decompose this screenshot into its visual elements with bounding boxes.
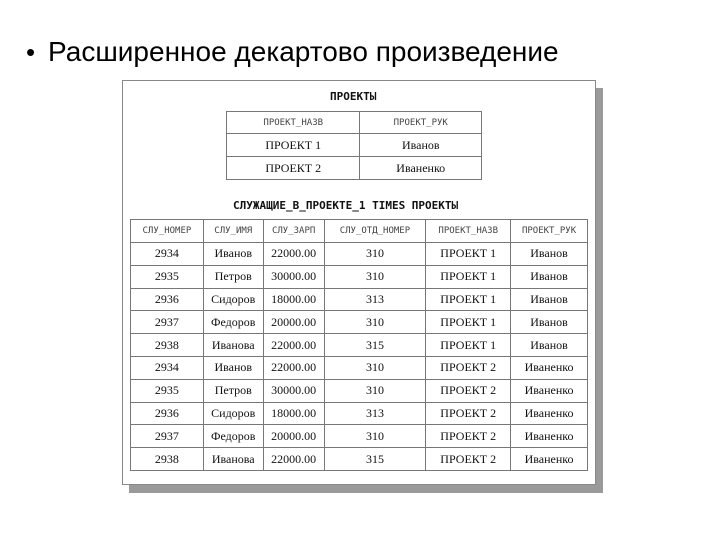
column-header: ПРОЕКТ_НАЗВ	[426, 220, 511, 243]
table-cell: 2934	[131, 243, 204, 266]
slide-title: Расширенное декартово произведение	[48, 36, 559, 67]
table-cell: 310	[324, 311, 426, 334]
column-header: СЛУ_НОМЕР	[131, 220, 204, 243]
column-header: ПРОЕКТ_РУК	[360, 112, 482, 134]
table-cell: ПРОЕКТ 1	[227, 134, 360, 157]
table-cell: 2936	[131, 288, 204, 311]
table-cell: Иваненко	[511, 356, 588, 379]
column-header: ПРОЕКТ_РУК	[511, 220, 588, 243]
table-row	[131, 425, 588, 448]
table-cell: 2936	[131, 402, 204, 425]
table-cell: Петров	[203, 379, 263, 402]
table-cell: ПРОЕКТ 1	[426, 334, 511, 357]
table-cell: Сидоров	[203, 402, 263, 425]
table-cell: Иваненко	[511, 425, 588, 448]
table-cell: Петров	[203, 265, 263, 288]
table-cell: 22000.00	[263, 334, 324, 357]
table-cell: 30000.00	[263, 379, 324, 402]
table-header-row	[131, 220, 588, 243]
table-cell: ПРОЕКТ 2	[426, 402, 511, 425]
table-cell: 2937	[131, 425, 204, 448]
table-row	[131, 311, 588, 334]
table-cell: 313	[324, 288, 426, 311]
table-row	[227, 157, 482, 180]
table-cell: ПРОЕКТ 1	[426, 311, 511, 334]
table-cell: ПРОЕКТ 1	[426, 265, 511, 288]
table-row	[227, 134, 482, 157]
table-cell: Иваненко	[511, 448, 588, 471]
table-cell: Иваненко	[511, 402, 588, 425]
table-header-row	[227, 112, 482, 134]
table-cell: Иванова	[203, 334, 263, 357]
table-row	[131, 243, 588, 266]
projects-caption: ПРОЕКТЫ	[330, 90, 377, 103]
table-cell: 310	[324, 265, 426, 288]
table-cell: ПРОЕКТ 2	[426, 425, 511, 448]
table-cell: Иванов	[360, 134, 482, 157]
table-cell: 315	[324, 448, 426, 471]
table-cell: Иванов	[511, 243, 588, 266]
table-cell: Иванов	[203, 243, 263, 266]
column-header: СЛУ_ОТД_НОМЕР	[324, 220, 426, 243]
table-cell: 310	[324, 425, 426, 448]
table-cell: Иванов	[511, 265, 588, 288]
table-cell: ПРОЕКТ 2	[426, 356, 511, 379]
table-cell: 2937	[131, 311, 204, 334]
table-cell: Иванова	[203, 448, 263, 471]
projects-table	[226, 111, 482, 180]
table-cell: 313	[324, 402, 426, 425]
table-cell: 2935	[131, 379, 204, 402]
slide-title-row	[26, 36, 559, 68]
table-cell: 20000.00	[263, 311, 324, 334]
table-cell: 30000.00	[263, 265, 324, 288]
table-cell: ПРОЕКТ 2	[426, 448, 511, 471]
table-cell: 22000.00	[263, 243, 324, 266]
table-row	[131, 334, 588, 357]
table-cell: 18000.00	[263, 288, 324, 311]
table-row	[131, 265, 588, 288]
table-cell: Иванов	[511, 288, 588, 311]
table-cell: ПРОЕКТ 2	[426, 379, 511, 402]
column-header: СЛУ_ЗАРП	[263, 220, 324, 243]
table-row	[131, 356, 588, 379]
table-cell: ПРОЕКТ 1	[426, 243, 511, 266]
table-cell: Сидоров	[203, 288, 263, 311]
table-cell: Иваненко	[511, 379, 588, 402]
table-cell: ПРОЕКТ 1	[426, 288, 511, 311]
figure-panel	[122, 80, 596, 485]
table-cell: Федоров	[203, 425, 263, 448]
table-cell: 22000.00	[263, 448, 324, 471]
table-row	[131, 379, 588, 402]
table-cell: Иваненко	[360, 157, 482, 180]
table-cell: 2934	[131, 356, 204, 379]
bullet-icon: •	[26, 36, 36, 67]
table-cell: 310	[324, 379, 426, 402]
table-row	[131, 288, 588, 311]
table-cell: 310	[324, 243, 426, 266]
product-table	[130, 219, 588, 471]
table-cell: 2935	[131, 265, 204, 288]
table-cell: 315	[324, 334, 426, 357]
table-cell: Федоров	[203, 311, 263, 334]
product-caption: СЛУЖАЩИЕ_В_ПРОЕКТЕ_1 TIMES ПРОЕКТЫ	[233, 199, 459, 212]
table-cell: 20000.00	[263, 425, 324, 448]
table-cell: ПРОЕКТ 2	[227, 157, 360, 180]
table-cell: 2938	[131, 334, 204, 357]
table-cell: 22000.00	[263, 356, 324, 379]
table-cell: Иванов	[203, 356, 263, 379]
column-header: СЛУ_ИМЯ	[203, 220, 263, 243]
table-cell: 18000.00	[263, 402, 324, 425]
table-cell: Иванов	[511, 311, 588, 334]
table-row	[131, 448, 588, 471]
table-row	[131, 402, 588, 425]
table-cell: 2938	[131, 448, 204, 471]
table-cell: 310	[324, 356, 426, 379]
table-cell: Иванов	[511, 334, 588, 357]
column-header: ПРОЕКТ_НАЗВ	[227, 112, 360, 134]
